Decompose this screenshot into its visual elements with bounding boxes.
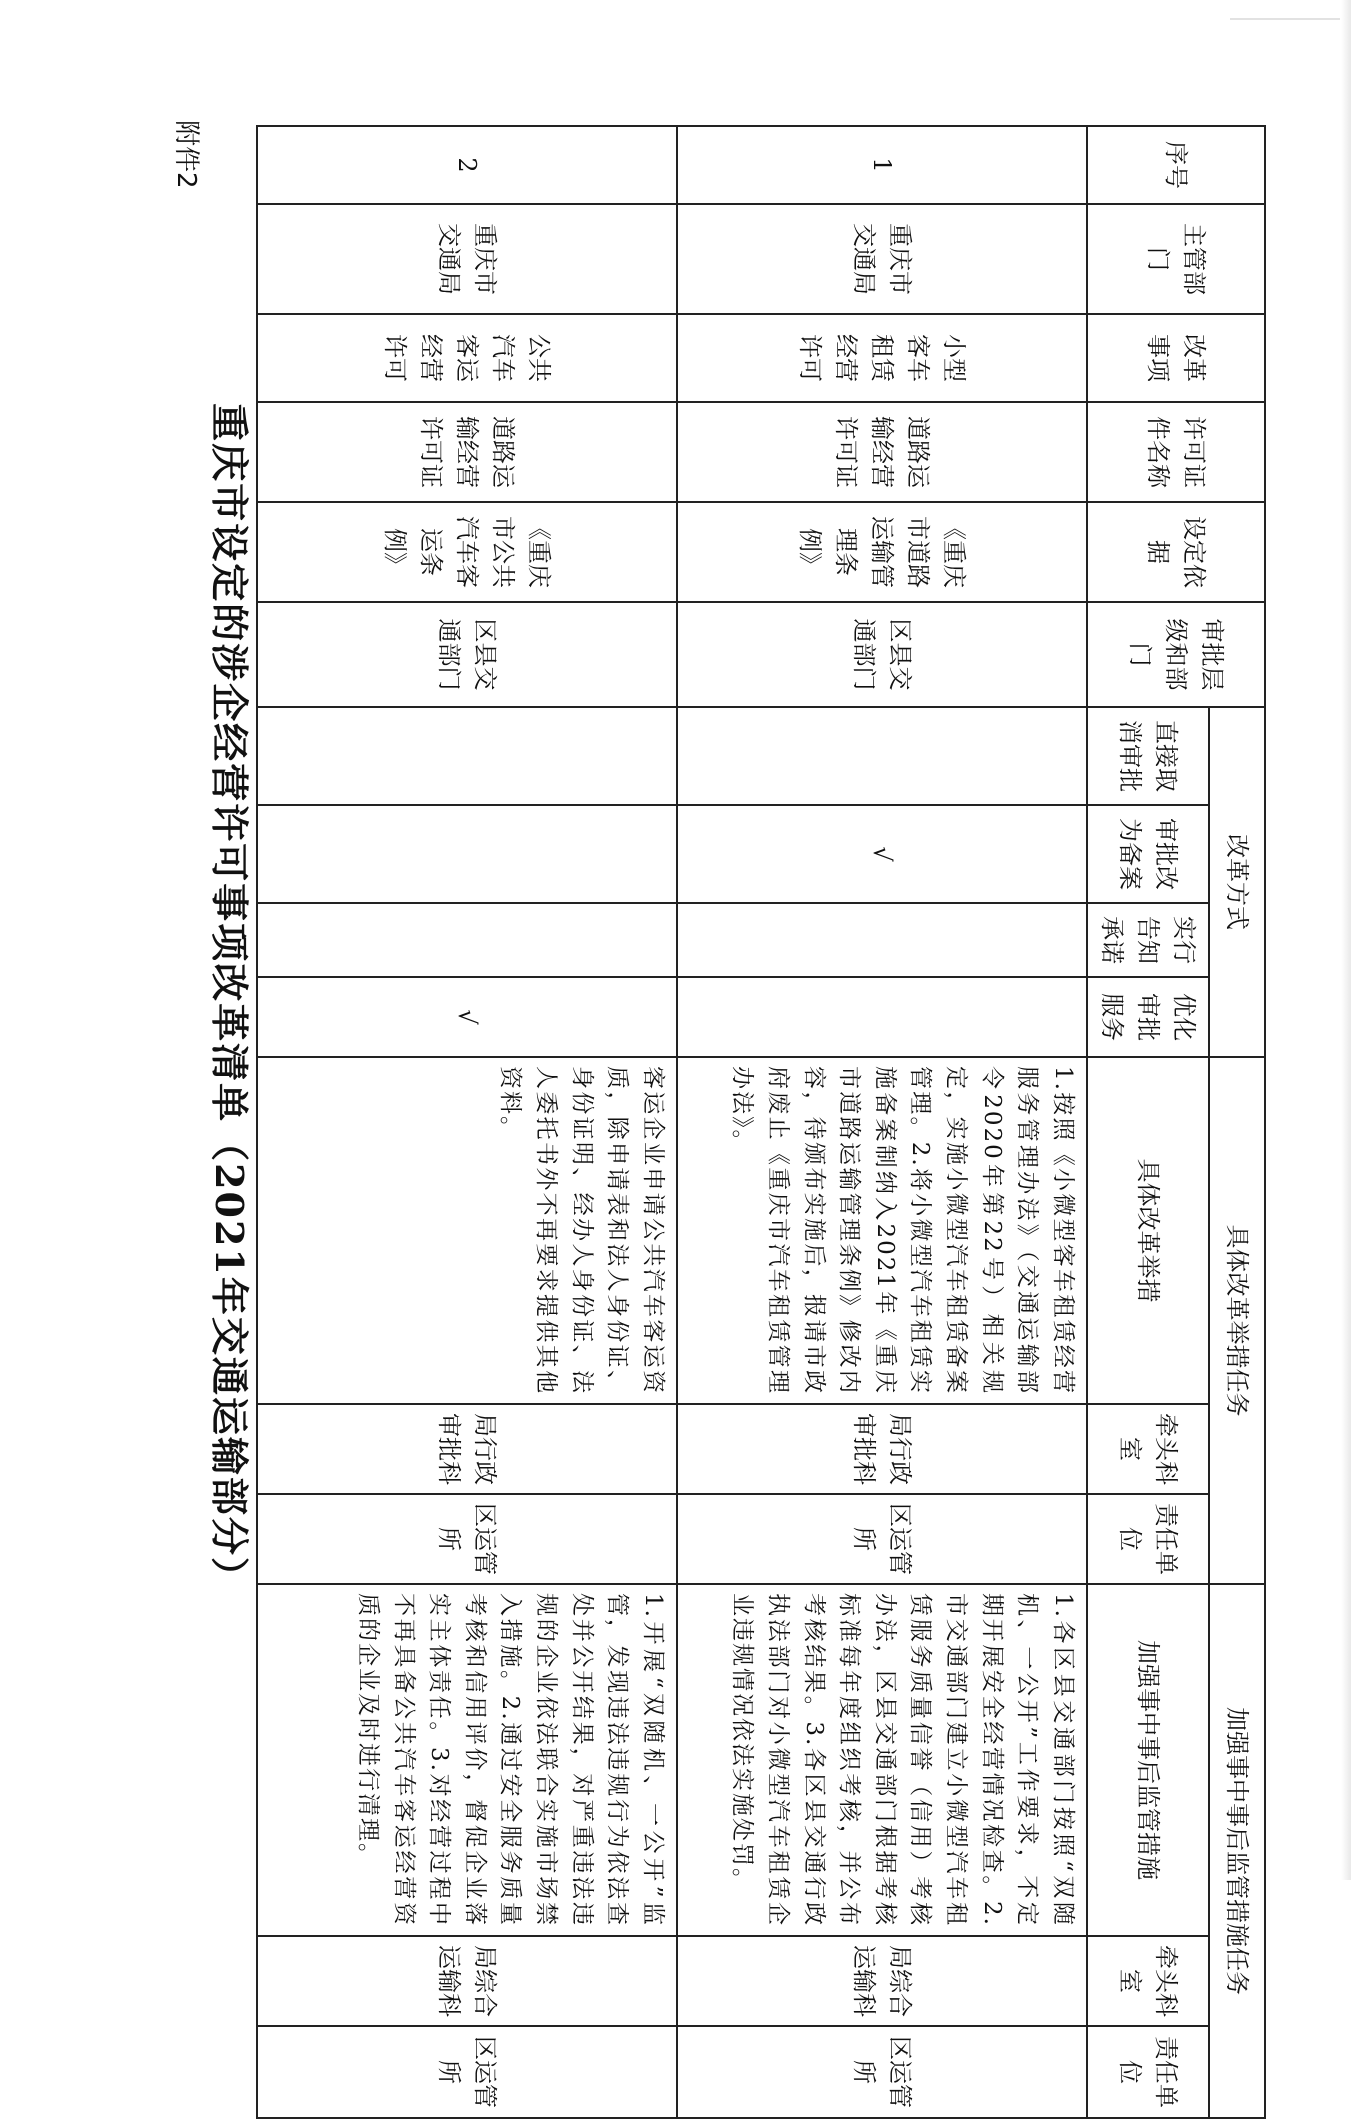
cell-sup-lead-office: 局综合运输科	[677, 1936, 1087, 2026]
rotated-page	[65, 80, 1305, 2108]
cell-dept: 重庆市交通局	[257, 204, 677, 314]
cell-resp-unit: 区运管所	[257, 1494, 677, 1584]
attachment-label: 附件2	[171, 120, 201, 189]
cell-item: 公共汽车客运经营许可	[257, 314, 677, 402]
header-dept: 主管部门	[1087, 204, 1265, 314]
cell-method-filing: √	[677, 805, 1087, 903]
header-lead-office: 牵头科室	[1087, 1404, 1209, 1494]
header-sup-lead-office: 牵头科室	[1087, 1936, 1209, 2026]
header-row-1	[1209, 126, 1265, 2118]
header-seq: 序号	[1087, 126, 1265, 204]
cell-lead-office: 局行政审批科	[677, 1404, 1087, 1494]
header-sup-resp-unit: 责任单位	[1087, 2026, 1209, 2118]
cell-resp-unit: 区运管所	[677, 1494, 1087, 1584]
header-supervision: 加强事中事后监管措施	[1087, 1584, 1209, 1936]
header-license: 许可证件名称	[1087, 402, 1265, 502]
scan-edge	[1341, 0, 1351, 1880]
cell-sup-resp-unit: 区运管所	[677, 2026, 1087, 2118]
header-measures: 具体改革举措	[1087, 1057, 1209, 1404]
header-basis: 设定依据	[1087, 502, 1265, 602]
cell-method-optimize: √	[257, 977, 677, 1057]
document-title: 重庆市设定的涉企经营许可事项改革清单（2021年交通运输部分）	[207, 403, 252, 1597]
cell-license: 道路运输经营许可证	[677, 402, 1087, 502]
reform-table	[256, 125, 1266, 2119]
cell-supervision: 1.开展“双随机、一公开”监管，发现违法违规行为依法查处并公开结果，对严重违法违规的企业依法联合实施市场禁入措施。2.通过安全服务质量考核和信用评价，督促企业落实主体责任。3.对经营过程中不再具备公共汽车客运经营资质的企业及时进行清理。	[257, 1584, 677, 1936]
cell-seq: 2	[257, 126, 677, 204]
cell-dept: 重庆市交通局	[677, 204, 1087, 314]
cell-sup-resp-unit: 区运管所	[257, 2026, 677, 2118]
header-resp-unit: 责任单位	[1087, 1494, 1209, 1584]
cell-level: 区县交通部门	[677, 602, 1087, 707]
header-level: 审批层级和部门	[1087, 602, 1265, 707]
cell-seq: 1	[677, 126, 1087, 204]
cell-item: 小型客车租赁经营许可	[677, 314, 1087, 402]
header-item: 改革事项	[1087, 314, 1265, 402]
cell-method-filing	[257, 805, 677, 903]
table-row	[257, 126, 677, 2118]
table-row	[677, 126, 1087, 2118]
cell-method-commitment	[257, 903, 677, 977]
cell-license: 道路运输经营许可证	[257, 402, 677, 502]
cell-measures: 客运企业申请公共汽车客运资质，除申请表和法人身份证、身份证明、经办人身份证、法人委托书外不再要求提供其他资料。	[257, 1057, 677, 1404]
cell-sup-lead-office: 局综合运输科	[257, 1936, 677, 2026]
cell-method-cancel	[677, 707, 1087, 805]
cell-basis: 《重庆市道路运输管理条例》	[677, 502, 1087, 602]
header-reform-group: 改革方式	[1209, 707, 1265, 1057]
header-method-filing: 审批改为备案	[1087, 805, 1209, 903]
cell-lead-office: 局行政审批科	[257, 1404, 677, 1494]
cell-level: 区县交通部门	[257, 602, 677, 707]
header-method-optimize: 优化审批服务	[1087, 977, 1209, 1057]
header-method-cancel: 直接取消审批	[1087, 707, 1209, 805]
header-measures-group: 具体改革举措任务	[1209, 1057, 1265, 1584]
header-supervision-group: 加强事中事后监管措施任务	[1209, 1584, 1265, 2118]
cell-supervision: 1.各区县交通部门按照“双随机、一公开”工作要求，不定期开展安全经营情况检查。2.市交通部门建立小微型汽车租赁服务质量信誉（信用）考核办法，区县交通部门根据考核标准每年度组织考核，并公布考核结果。3.各区县交通行政执法部门对小微型汽车租赁企业违规情况依法实施处罚。	[677, 1584, 1087, 1936]
cell-measures: 1.按照《小微型客车租赁经营服务管理办法》（交通运输部令2020年第22号）相关规定，实施小微型汽车租赁备案管理。2.将小微型汽车租赁实施备案制纳入2021年《重庆市道路运输管理条例》修改内容，待颁布实施后，报请市政府废止《重庆市汽车租赁管理办法》。	[677, 1057, 1087, 1404]
cell-method-optimize	[677, 977, 1087, 1057]
cell-method-commitment	[677, 903, 1087, 977]
scan-artifact	[1230, 18, 1340, 20]
header-method-commitment: 实行告知承诺	[1087, 903, 1209, 977]
cell-basis: 《重庆市公共汽车客运条例》	[257, 502, 677, 602]
cell-method-cancel	[257, 707, 677, 805]
